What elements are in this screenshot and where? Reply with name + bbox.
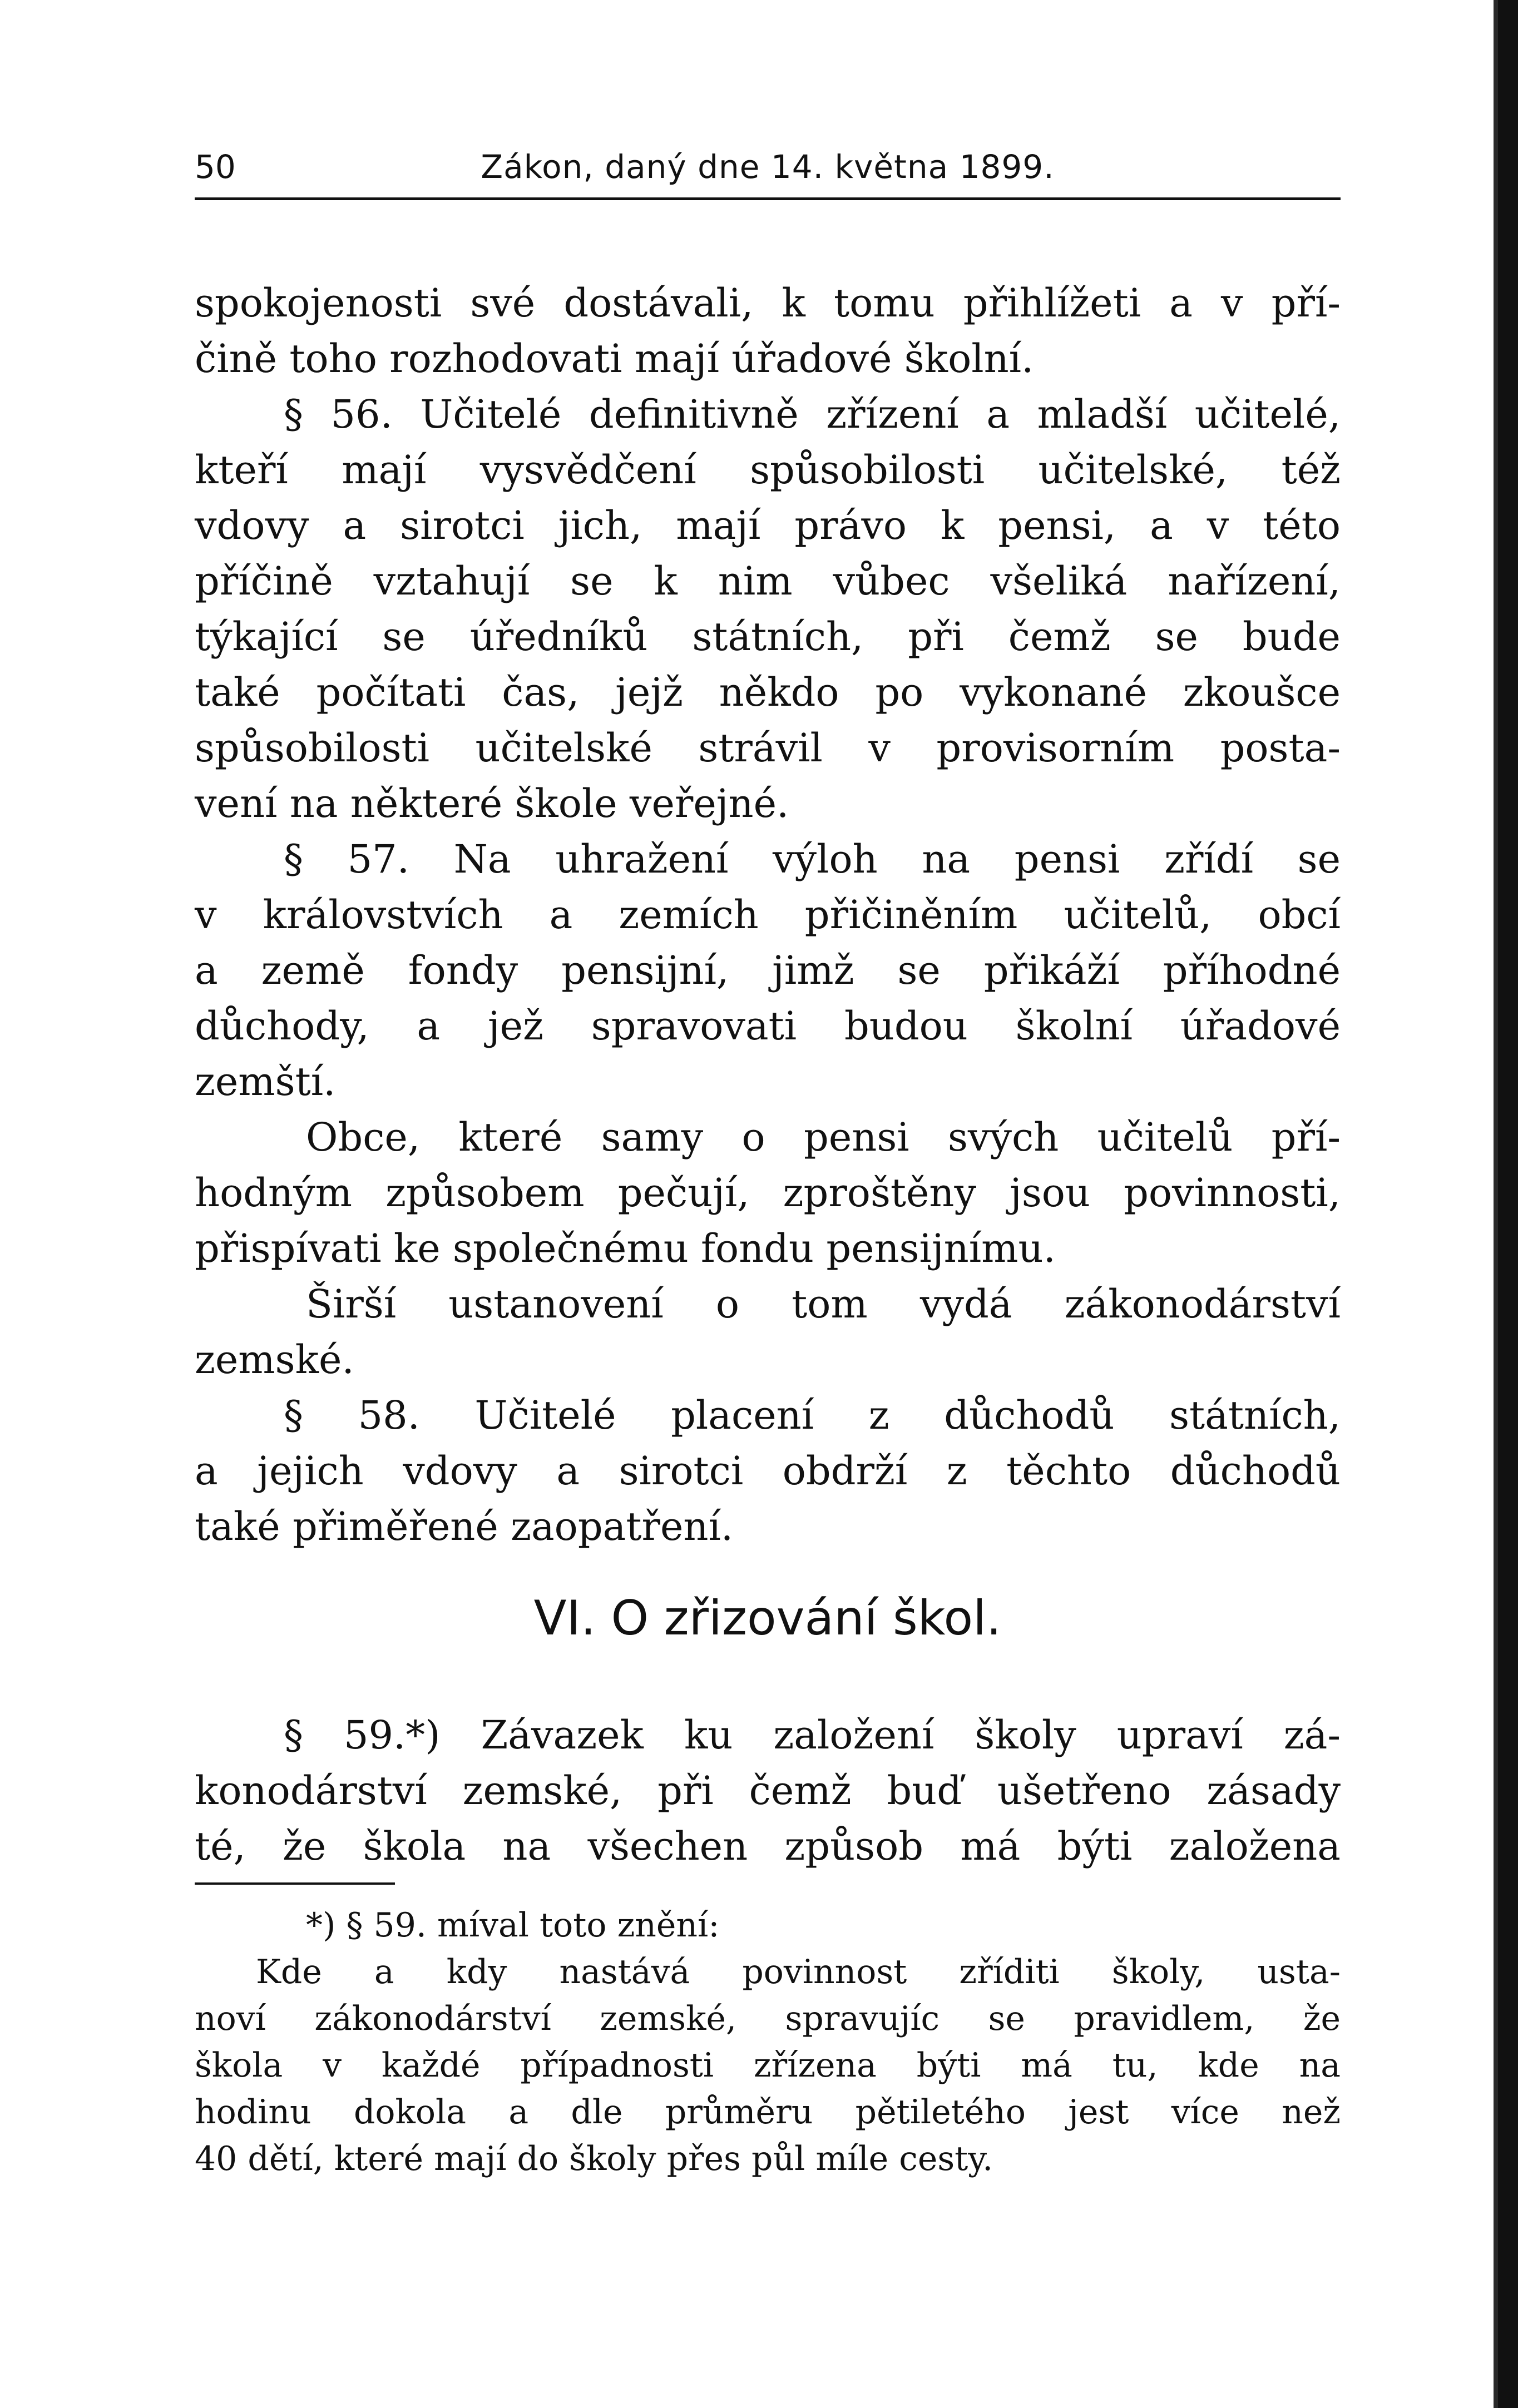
footnote-rule <box>195 1882 395 1885</box>
header-rule <box>195 197 1341 200</box>
text-line: a jejich vdovy a sirotci obdrží z těchto důchodů <box>195 1448 1341 1494</box>
text-line: přispívati ke společnému fondu pensijnímu. <box>195 1226 1056 1271</box>
scan-edge <box>1498 0 1518 2408</box>
footnote-line: noví zákonodárství zemské, spravujíc se pravidlem, že <box>195 1999 1341 2038</box>
text-line: spůsobilosti učitelské strávil v provisorním posta- <box>195 725 1341 771</box>
text-line: § 57. Na uhražení výloh na pensi zřídí se <box>284 836 1341 882</box>
body-text <box>195 275 1341 1554</box>
footnote-line: Kde a kdy nastává povinnost zříditi školy, usta- <box>256 1953 1341 1991</box>
text-line: příčině vztahují se k nim vůbec všeliká nařízení, <box>195 558 1341 604</box>
section-heading: VI. O zřizování škol. <box>533 1591 1002 1646</box>
text-line: § 59.*) Závazek ku založení školy upraví zá- <box>284 1712 1341 1758</box>
text-line: zemské. <box>195 1337 354 1383</box>
text-line: Obce, které samy o pensi svých učitelů pří- <box>306 1114 1341 1160</box>
text-line: Širší ustanovení o tom vydá zákonodárství <box>306 1281 1341 1327</box>
page-number: 50 <box>195 148 236 186</box>
text-line: spokojenosti své dostávali, k tomu přihlížeti a v pří- <box>195 280 1341 326</box>
footnote-line: hodinu dokola a dle průměru pětiletého jest více než <box>195 2093 1341 2132</box>
text-line: kteří mají vysvědčení spůsobilosti učitelské, též <box>195 447 1341 493</box>
text-line: týkající se úředníků státních, při čemž se bude <box>195 614 1341 660</box>
text-line: také přiměřené zaopatření. <box>195 1504 734 1549</box>
footnote-line: *) § 59. míval toto znění: <box>306 1906 720 1945</box>
text-line: § 56. Učitelé definitivně zřízení a mladší učitelé, <box>284 392 1341 437</box>
footnote <box>195 1902 1341 2182</box>
text-line: hodným způsobem pečují, zproštěny jsou povinnosti, <box>195 1170 1341 1216</box>
scan-edge-shadow <box>1494 0 1498 2408</box>
text-line: zemští. <box>195 1059 336 1104</box>
footnote-line: 40 dětí, které mají do školy přes půl míle cesty. <box>195 2139 993 2178</box>
text-line: té, že škola na všechen způsob má býti založena <box>195 1824 1341 1869</box>
text-line: konodárství zemské, při čemž buď ušetřeno zásady <box>195 1768 1341 1814</box>
footnote-line: škola v každé případnosti zřízena býti má tu, kde na <box>195 2046 1341 2085</box>
section-text <box>195 1707 1341 1874</box>
text-line: v královstvích a zemích přičiněním učitelů, obcí <box>195 892 1341 938</box>
text-line: vdovy a sirotci jich, mají právo k pensi, a v této <box>195 503 1341 548</box>
text-line: čině toho rozhodovati mají úřadové školní. <box>195 336 1034 381</box>
text-line: § 58. Učitelé placení z důchodů státních, <box>284 1393 1341 1438</box>
page <box>195 0 1341 2408</box>
running-title: Zákon, daný dne 14. května 1899. <box>481 148 1055 186</box>
text-line: také počítati čas, jejž někdo po vykonané zkoušce <box>195 670 1341 715</box>
running-head <box>195 142 1341 192</box>
text-line: vení na některé škole veřejné. <box>195 781 789 826</box>
text-line: a země fondy pensijní, jimž se přikáží příhodné <box>195 948 1341 993</box>
text-line: důchody, a jež spravovati budou školní úřadové <box>195 1003 1341 1049</box>
